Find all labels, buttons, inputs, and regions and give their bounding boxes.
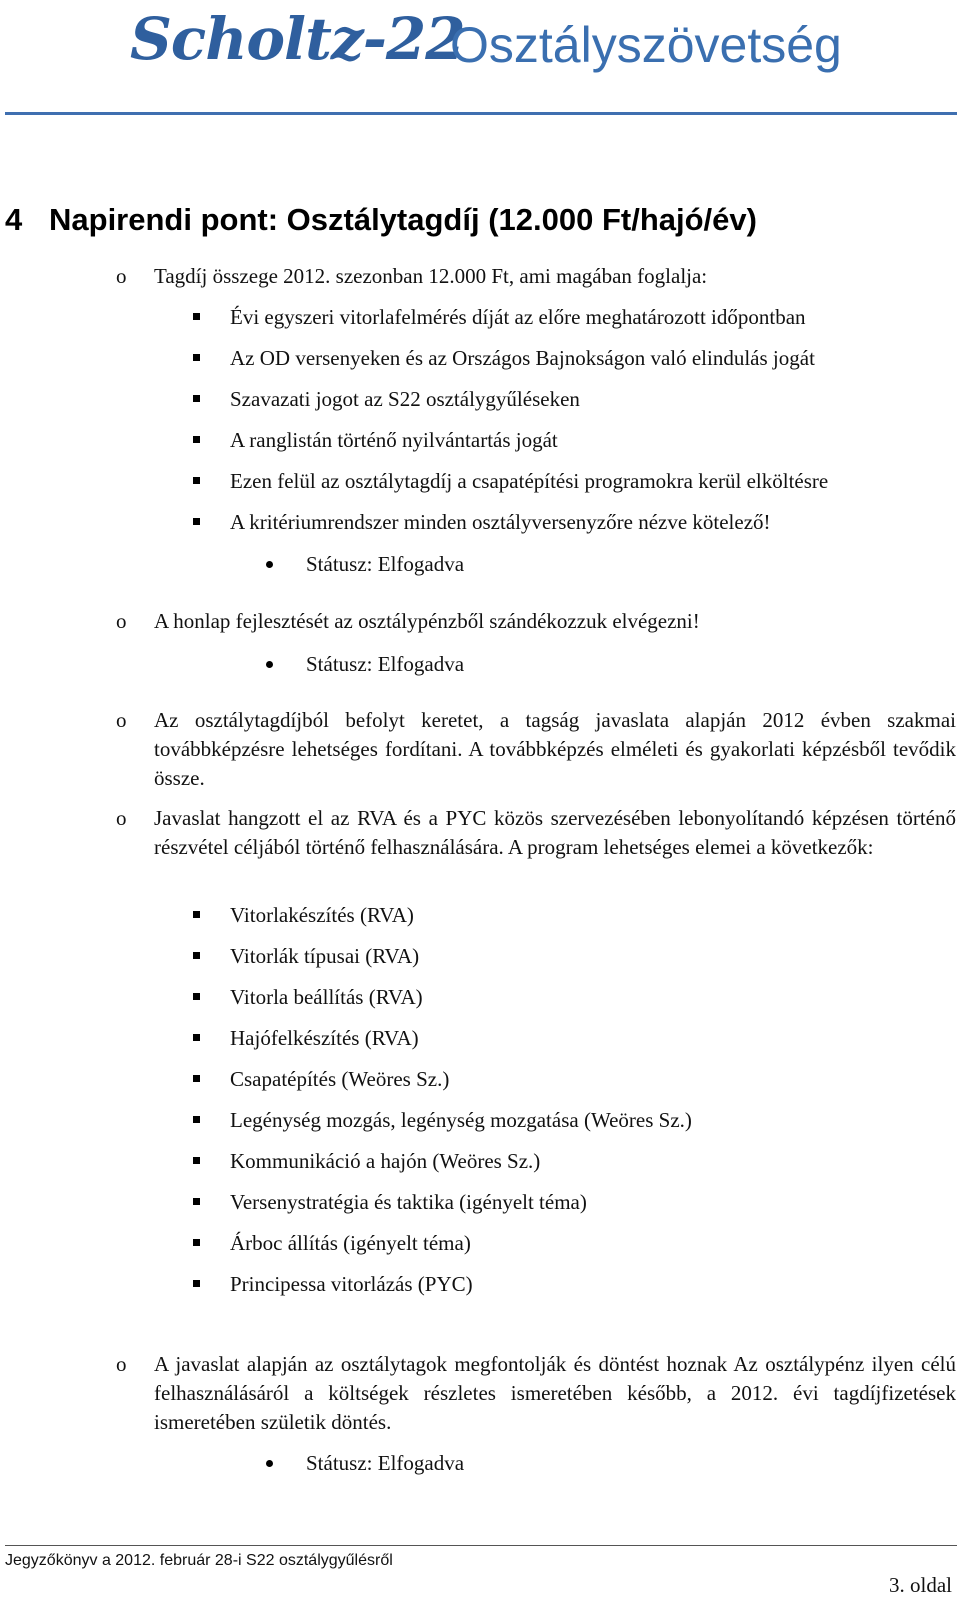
list-bullet: o bbox=[116, 1352, 127, 1376]
sub-list-item: Vitorlakészítés (RVA) bbox=[230, 903, 414, 927]
status-line: Státusz: Elfogadva bbox=[306, 652, 465, 676]
page-header bbox=[0, 0, 960, 122]
list-bullet: o bbox=[116, 708, 127, 732]
list-item: A honlap fejlesztését az osztálypénzből szándékozzuk elvégezni! bbox=[154, 609, 700, 633]
sub-list-item: Legénység mozgás, legénység mozgatása (Weöres Sz.) bbox=[230, 1108, 692, 1132]
round-bullet-icon bbox=[266, 561, 273, 568]
sub-list-item: Versenystratégia és taktika (igényelt téma) bbox=[230, 1190, 587, 1214]
sub-list-item: Csapatépítés (Weöres Sz.) bbox=[230, 1067, 450, 1091]
list-item: Javaslat hangzott el az RVA és a PYC közös szervezésében lebonyolítandó képzésen történő részvétel céljából történő felhasználására. A program lehetséges elemei a következők: bbox=[154, 806, 956, 859]
list-bullet: o bbox=[116, 264, 127, 288]
square-bullet-icon bbox=[193, 313, 200, 320]
sub-list-item: Vitorla beállítás (RVA) bbox=[230, 985, 423, 1009]
footer-divider bbox=[5, 1545, 957, 1546]
sub-list-item: Szavazati jogot az S22 osztálygyűléseken bbox=[230, 387, 580, 411]
round-bullet-icon bbox=[266, 661, 273, 668]
footer-text: Jegyzőkönyv a 2012. február 28-i S22 osztálygyűlésről bbox=[5, 1552, 393, 1569]
sub-list-item: Évi egyszeri vitorlafelmérés díját az előre meghatározott időpontban bbox=[230, 305, 806, 329]
sub-list-item: Az OD versenyeken és az Országos Bajnokságon való elindulás jogát bbox=[230, 346, 815, 370]
list-item: Az osztálytagdíjból befolyt keretet, a tagság javaslata alapján 2012 évben szakmai továbbképzésre lehetséges fordítani. A továbbképzés elméleti és gyakorlati képzésből tevődik össze. bbox=[154, 708, 956, 790]
section-heading bbox=[5, 200, 757, 240]
square-bullet-icon bbox=[193, 993, 200, 1000]
page-number: 3. oldal bbox=[889, 1573, 952, 1597]
section-title: Napirendi pont: Osztálytagdíj (12.000 Ft/hajó/év) bbox=[49, 202, 757, 237]
list-bullet: o bbox=[116, 806, 127, 830]
list-bullet: o bbox=[116, 609, 127, 633]
sub-list-item: Ezen felül az osztálytagdíj a csapatépítési programokra kerül elköltésre bbox=[230, 469, 829, 493]
sub-list-item: Kommunikáció a hajón (Weöres Sz.) bbox=[230, 1149, 541, 1173]
square-bullet-icon bbox=[193, 1034, 200, 1041]
section-number: 4 bbox=[5, 202, 23, 237]
square-bullet-icon bbox=[193, 395, 200, 402]
status-line: Státusz: Elfogadva bbox=[306, 1451, 465, 1475]
round-bullet-icon bbox=[266, 1460, 273, 1467]
square-bullet-icon bbox=[193, 1198, 200, 1205]
square-bullet-icon bbox=[193, 518, 200, 525]
list-item: A javaslat alapján az osztálytagok megfontolják és döntést hoznak Az osztálypénz ilyen célú felhasználásáról a költségek részletes ismeretében később, a 2012. évi tagdíjfizetések ismeretében születik döntés. bbox=[154, 1352, 956, 1434]
sub-list-item: A ranglistán történő nyilvántartás jogát bbox=[230, 428, 558, 452]
header-title: Osztályszövetség bbox=[450, 17, 842, 73]
square-bullet-icon bbox=[193, 952, 200, 959]
sub-list-item: Principessa vitorlázás (PYC) bbox=[230, 1272, 473, 1296]
header-divider bbox=[5, 112, 957, 115]
square-bullet-icon bbox=[193, 1157, 200, 1164]
square-bullet-icon bbox=[193, 1239, 200, 1246]
sub-list-item: Hajófelkészítés (RVA) bbox=[230, 1026, 419, 1050]
list-item: Tagdíj összege 2012. szezonban 12.000 Ft, ami magában foglalja: bbox=[154, 264, 708, 288]
logo: Scholtz-22 bbox=[130, 5, 465, 73]
square-bullet-icon bbox=[193, 436, 200, 443]
square-bullet-icon bbox=[193, 354, 200, 361]
sub-list-item: A kritériumrendszer minden osztályversenyzőre nézve kötelező! bbox=[230, 510, 771, 534]
status-line: Státusz: Elfogadva bbox=[306, 552, 465, 576]
square-bullet-icon bbox=[193, 1116, 200, 1123]
square-bullet-icon bbox=[193, 911, 200, 918]
square-bullet-icon bbox=[193, 1075, 200, 1082]
square-bullet-icon bbox=[193, 1280, 200, 1287]
square-bullet-icon bbox=[193, 477, 200, 484]
sub-list-item: Árboc állítás (igényelt téma) bbox=[230, 1231, 471, 1255]
sub-list-item: Vitorlák típusai (RVA) bbox=[230, 944, 420, 968]
